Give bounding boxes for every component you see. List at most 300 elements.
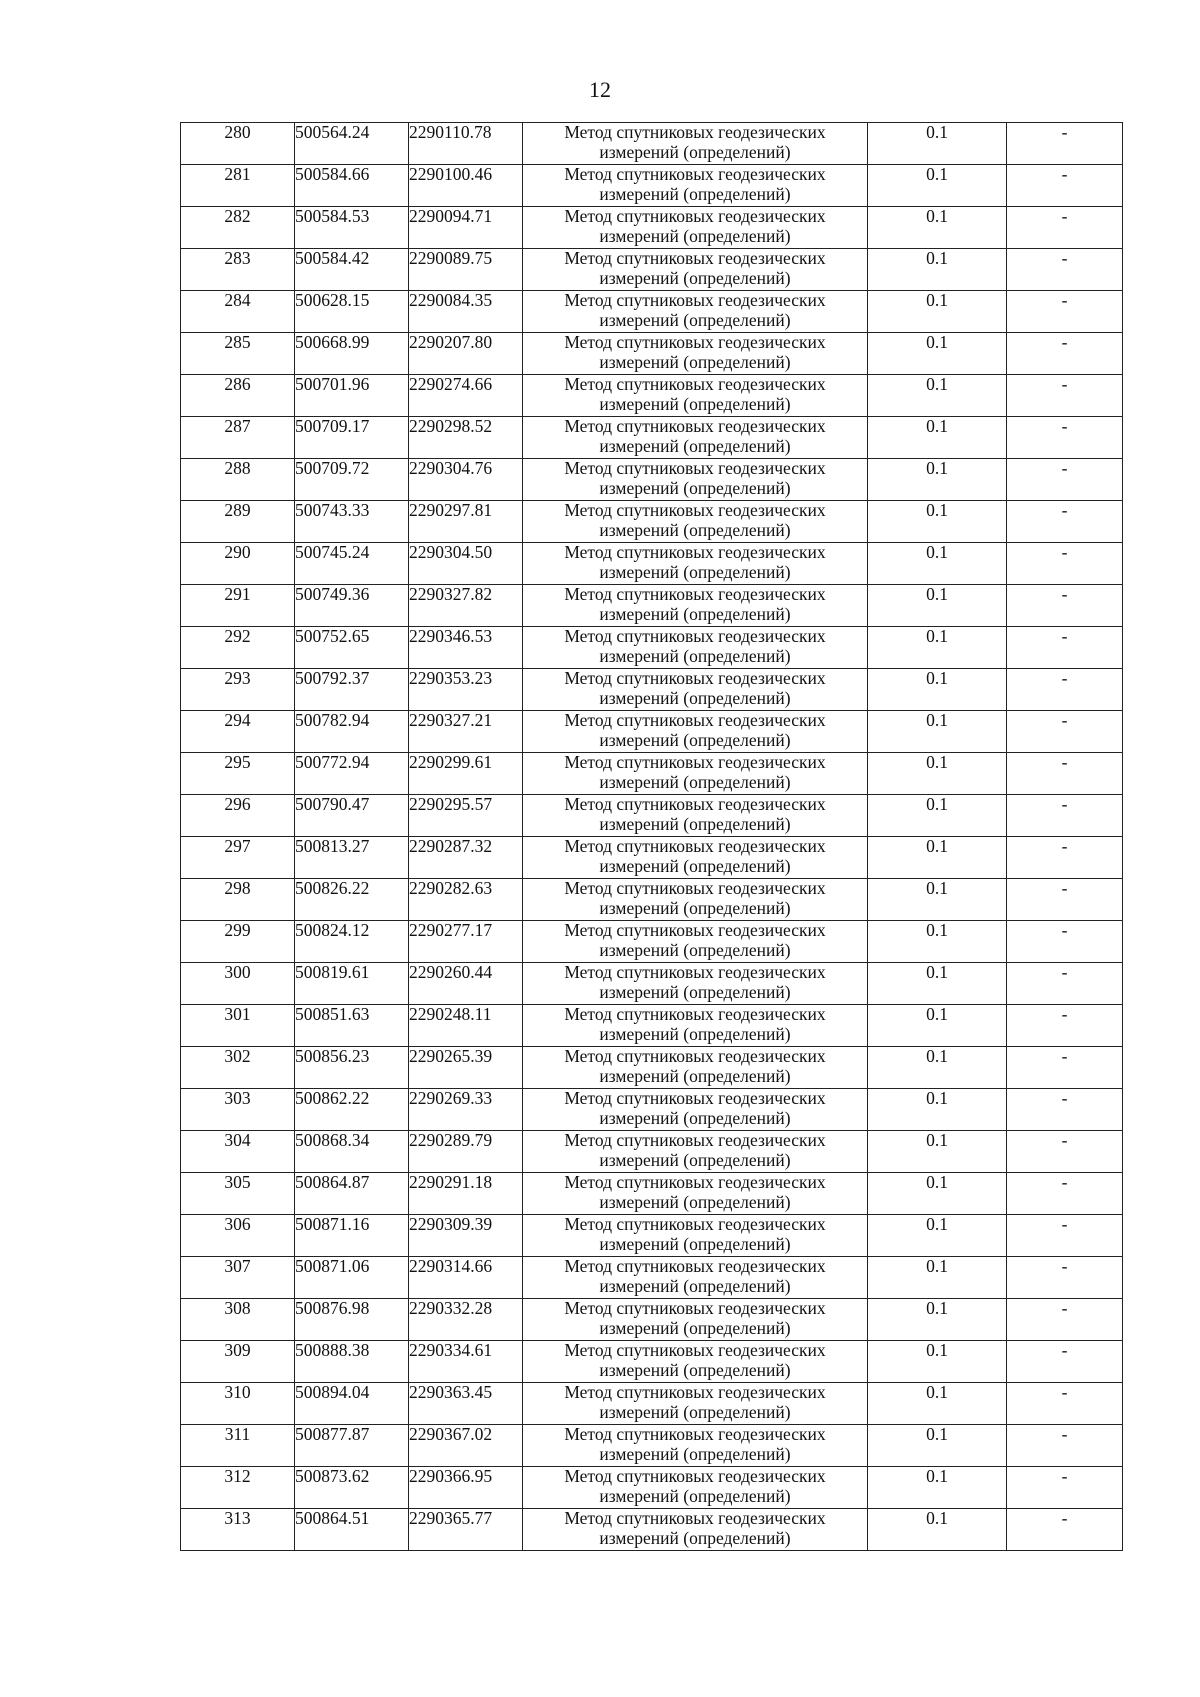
note-cell: - [1007,543,1123,585]
table-row [181,1257,1123,1299]
method-text-line: Метод спутниковых геодезических [564,626,826,646]
table-row [181,1467,1123,1509]
y-coordinate-cell: 2290282.63 [409,879,523,921]
method-text-line: измерений (определений) [599,645,791,666]
method-text-line: измерений (определений) [599,729,791,750]
method-text-line: измерений (определений) [599,393,791,414]
x-coordinate-cell: 500871.06 [295,1257,409,1299]
x-coordinate-cell: 500782.94 [295,711,409,753]
note-cell: - [1007,1005,1123,1047]
method-text-line: измерений (определений) [599,687,791,708]
method-text-line: измерений (определений) [599,813,791,834]
y-coordinate-cell: 2290274.66 [409,375,523,417]
method-cell [523,1173,868,1215]
method-text-line: Метод спутниковых геодезических [564,122,826,142]
method-text-line: измерений (определений) [599,1443,791,1464]
y-coordinate-cell: 2290304.76 [409,459,523,501]
note-cell: - [1007,627,1123,669]
table-row [181,375,1123,417]
method-text-line: измерений (определений) [599,981,791,1002]
note-cell: - [1007,165,1123,207]
accuracy-cell: 0.1 [868,207,1007,249]
accuracy-cell: 0.1 [868,1341,1007,1383]
x-coordinate-cell: 500888.38 [295,1341,409,1383]
point-number-cell: 301 [181,1005,295,1047]
method-text-line: Метод спутниковых геодезических [564,1172,826,1192]
note-cell: - [1007,1341,1123,1383]
y-coordinate-cell: 2290277.17 [409,921,523,963]
y-coordinate-cell: 2290327.21 [409,711,523,753]
point-number-cell: 307 [181,1257,295,1299]
y-coordinate-cell: 2290265.39 [409,1047,523,1089]
point-number-cell: 288 [181,459,295,501]
method-text-line: Метод спутниковых геодезических [564,458,826,478]
point-number-cell: 302 [181,1047,295,1089]
y-coordinate-cell: 2290287.32 [409,837,523,879]
method-text-line: измерений (определений) [599,1359,791,1380]
x-coordinate-cell: 500749.36 [295,585,409,627]
method-cell [523,417,868,459]
method-text-line: измерений (определений) [599,771,791,792]
method-text-line: измерений (определений) [599,225,791,246]
method-text-line: Метод спутниковых геодезических [564,920,826,940]
note-cell: - [1007,501,1123,543]
point-number-cell: 284 [181,291,295,333]
method-cell [523,123,868,165]
method-text-line: Метод спутниковых геодезических [564,290,826,310]
accuracy-cell: 0.1 [868,1425,1007,1467]
y-coordinate-cell: 2290269.33 [409,1089,523,1131]
point-number-cell: 296 [181,795,295,837]
accuracy-cell: 0.1 [868,1467,1007,1509]
accuracy-cell: 0.1 [868,795,1007,837]
x-coordinate-cell: 500856.23 [295,1047,409,1089]
point-number-cell: 294 [181,711,295,753]
x-coordinate-cell: 500868.34 [295,1131,409,1173]
x-coordinate-cell: 500668.99 [295,333,409,375]
method-cell [523,249,868,291]
note-cell: - [1007,1299,1123,1341]
x-coordinate-cell: 500584.66 [295,165,409,207]
note-cell: - [1007,1509,1123,1551]
method-text-line: Метод спутниковых геодезических [564,668,826,688]
table-row [181,1509,1123,1551]
accuracy-cell: 0.1 [868,1089,1007,1131]
accuracy-cell: 0.1 [868,1131,1007,1173]
y-coordinate-cell: 2290353.23 [409,669,523,711]
method-cell [523,1215,868,1257]
point-number-cell: 289 [181,501,295,543]
method-cell [523,1467,868,1509]
table-row [181,291,1123,333]
method-text-line: Метод спутниковых геодезических [564,836,826,856]
method-cell [523,1341,868,1383]
method-text-line: Метод спутниковых геодезических [564,752,826,772]
accuracy-cell: 0.1 [868,1173,1007,1215]
method-text-line: измерений (определений) [599,477,791,498]
note-cell: - [1007,207,1123,249]
method-cell [523,1257,868,1299]
point-number-cell: 313 [181,1509,295,1551]
method-text-line: Метод спутниковых геодезических [564,710,826,730]
note-cell: - [1007,459,1123,501]
method-text-line: Метод спутниковых геодезических [564,206,826,226]
method-text-line: Метод спутниковых геодезических [564,1214,826,1234]
point-number-cell: 311 [181,1425,295,1467]
method-cell [523,375,868,417]
method-text-line: Метод спутниковых геодезических [564,1508,826,1528]
method-cell [523,585,868,627]
table-row [181,1047,1123,1089]
point-number-cell: 280 [181,123,295,165]
x-coordinate-cell: 500790.47 [295,795,409,837]
note-cell: - [1007,669,1123,711]
method-text-line: измерений (определений) [599,939,791,960]
method-cell [523,291,868,333]
point-number-cell: 300 [181,963,295,1005]
x-coordinate-cell: 500745.24 [295,543,409,585]
method-text-line: измерений (определений) [599,1107,791,1128]
x-coordinate-cell: 500709.72 [295,459,409,501]
note-cell: - [1007,417,1123,459]
accuracy-cell: 0.1 [868,1383,1007,1425]
note-cell: - [1007,291,1123,333]
x-coordinate-cell: 500864.51 [295,1509,409,1551]
method-cell [523,459,868,501]
method-text-line: Метод спутниковых геодезических [564,1130,826,1150]
table-row [181,1383,1123,1425]
x-coordinate-cell: 500628.15 [295,291,409,333]
y-coordinate-cell: 2290365.77 [409,1509,523,1551]
y-coordinate-cell: 2290089.75 [409,249,523,291]
method-text-line: Метод спутниковых геодезических [564,1466,826,1486]
point-number-cell: 308 [181,1299,295,1341]
note-cell: - [1007,921,1123,963]
note-cell: - [1007,1173,1123,1215]
table-row [181,921,1123,963]
note-cell: - [1007,1257,1123,1299]
table-row [181,795,1123,837]
y-coordinate-cell: 2290297.81 [409,501,523,543]
coordinates-table [180,122,1123,1551]
x-coordinate-cell: 500743.33 [295,501,409,543]
table-row [181,585,1123,627]
method-cell [523,1299,868,1341]
method-cell [523,921,868,963]
method-text-line: Метод спутниковых геодезических [564,1298,826,1318]
note-cell: - [1007,1215,1123,1257]
table-row [181,417,1123,459]
x-coordinate-cell: 500819.61 [295,963,409,1005]
x-coordinate-cell: 500792.37 [295,669,409,711]
table-row [181,837,1123,879]
accuracy-cell: 0.1 [868,1509,1007,1551]
table-row [181,1005,1123,1047]
method-cell [523,207,868,249]
method-text-line: измерений (определений) [599,435,791,456]
y-coordinate-cell: 2290207.80 [409,333,523,375]
method-text-line: Метод спутниковых геодезических [564,416,826,436]
method-text-line: Метод спутниковых геодезических [564,962,826,982]
y-coordinate-cell: 2290248.11 [409,1005,523,1047]
note-cell: - [1007,1383,1123,1425]
y-coordinate-cell: 2290299.61 [409,753,523,795]
method-text-line: Метод спутниковых геодезических [564,374,826,394]
method-text-line: Метод спутниковых геодезических [564,878,826,898]
point-number-cell: 305 [181,1173,295,1215]
point-number-cell: 291 [181,585,295,627]
x-coordinate-cell: 500851.63 [295,1005,409,1047]
page-number: 12 [589,77,611,102]
y-coordinate-cell: 2290367.02 [409,1425,523,1467]
method-cell [523,543,868,585]
note-cell: - [1007,879,1123,921]
method-cell [523,1005,868,1047]
y-coordinate-cell: 2290298.52 [409,417,523,459]
point-number-cell: 281 [181,165,295,207]
method-text-line: измерений (определений) [599,1023,791,1044]
method-text-line: Метод спутниковых геодезических [564,1340,826,1360]
method-text-line: измерений (определений) [599,1317,791,1338]
point-number-cell: 303 [181,1089,295,1131]
table-row [181,1425,1123,1467]
point-number-cell: 293 [181,669,295,711]
coordinates-table-body [181,123,1123,1551]
y-coordinate-cell: 2290304.50 [409,543,523,585]
accuracy-cell: 0.1 [868,585,1007,627]
method-text-line: Метод спутниковых геодезических [564,332,826,352]
method-text-line: измерений (определений) [599,1191,791,1212]
point-number-cell: 297 [181,837,295,879]
point-number-cell: 286 [181,375,295,417]
note-cell: - [1007,585,1123,627]
method-text-line: Метод спутниковых геодезических [564,500,826,520]
table-row [181,249,1123,291]
point-number-cell: 304 [181,1131,295,1173]
method-text-line: измерений (определений) [599,183,791,204]
point-number-cell: 306 [181,1215,295,1257]
y-coordinate-cell: 2290309.39 [409,1215,523,1257]
method-cell [523,837,868,879]
accuracy-cell: 0.1 [868,753,1007,795]
x-coordinate-cell: 500873.62 [295,1467,409,1509]
accuracy-cell: 0.1 [868,711,1007,753]
method-text-line: измерений (определений) [599,309,791,330]
table-row [181,753,1123,795]
method-cell [523,1047,868,1089]
table-row [181,627,1123,669]
x-coordinate-cell: 500876.98 [295,1299,409,1341]
point-number-cell: 310 [181,1383,295,1425]
point-number-cell: 295 [181,753,295,795]
accuracy-cell: 0.1 [868,879,1007,921]
method-cell [523,165,868,207]
accuracy-cell: 0.1 [868,249,1007,291]
table-row [181,963,1123,1005]
accuracy-cell: 0.1 [868,1215,1007,1257]
method-text-line: измерений (определений) [599,897,791,918]
method-text-line: измерений (определений) [599,351,791,372]
y-coordinate-cell: 2290295.57 [409,795,523,837]
accuracy-cell: 0.1 [868,123,1007,165]
point-number-cell: 298 [181,879,295,921]
point-number-cell: 292 [181,627,295,669]
method-text-line: измерений (определений) [599,561,791,582]
method-cell [523,627,868,669]
x-coordinate-cell: 500752.65 [295,627,409,669]
point-number-cell: 287 [181,417,295,459]
x-coordinate-cell: 500862.22 [295,1089,409,1131]
point-number-cell: 283 [181,249,295,291]
table-row [181,123,1123,165]
method-text-line: Метод спутниковых геодезических [564,1088,826,1108]
accuracy-cell: 0.1 [868,1005,1007,1047]
method-cell [523,1425,868,1467]
method-text-line: Метод спутниковых геодезических [564,1424,826,1444]
method-text-line: Метод спутниковых геодезических [564,794,826,814]
method-cell [523,1131,868,1173]
x-coordinate-cell: 500894.04 [295,1383,409,1425]
note-cell: - [1007,375,1123,417]
table-row [181,207,1123,249]
x-coordinate-cell: 500813.27 [295,837,409,879]
accuracy-cell: 0.1 [868,333,1007,375]
accuracy-cell: 0.1 [868,1257,1007,1299]
x-coordinate-cell: 500701.96 [295,375,409,417]
y-coordinate-cell: 2290100.46 [409,165,523,207]
y-coordinate-cell: 2290094.71 [409,207,523,249]
note-cell: - [1007,963,1123,1005]
table-row [181,459,1123,501]
table-row [181,543,1123,585]
y-coordinate-cell: 2290110.78 [409,123,523,165]
x-coordinate-cell: 500864.87 [295,1173,409,1215]
x-coordinate-cell: 500584.42 [295,249,409,291]
y-coordinate-cell: 2290363.45 [409,1383,523,1425]
note-cell: - [1007,1131,1123,1173]
point-number-cell: 282 [181,207,295,249]
accuracy-cell: 0.1 [868,837,1007,879]
x-coordinate-cell: 500564.24 [295,123,409,165]
accuracy-cell: 0.1 [868,165,1007,207]
accuracy-cell: 0.1 [868,921,1007,963]
y-coordinate-cell: 2290291.18 [409,1173,523,1215]
method-text-line: измерений (определений) [599,1527,791,1548]
method-cell [523,795,868,837]
accuracy-cell: 0.1 [868,291,1007,333]
method-cell [523,501,868,543]
point-number-cell: 312 [181,1467,295,1509]
method-cell [523,333,868,375]
x-coordinate-cell: 500824.12 [295,921,409,963]
method-text-line: измерений (определений) [599,1065,791,1086]
point-number-cell: 299 [181,921,295,963]
x-coordinate-cell: 500826.22 [295,879,409,921]
method-text-line: измерений (определений) [599,519,791,540]
y-coordinate-cell: 2290334.61 [409,1341,523,1383]
method-cell [523,711,868,753]
accuracy-cell: 0.1 [868,459,1007,501]
method-cell [523,669,868,711]
method-cell [523,1383,868,1425]
accuracy-cell: 0.1 [868,1299,1007,1341]
note-cell: - [1007,1047,1123,1089]
note-cell: - [1007,1467,1123,1509]
point-number-cell: 290 [181,543,295,585]
method-text-line: измерений (определений) [599,603,791,624]
y-coordinate-cell: 2290332.28 [409,1299,523,1341]
y-coordinate-cell: 2290260.44 [409,963,523,1005]
note-cell: - [1007,249,1123,291]
x-coordinate-cell: 500772.94 [295,753,409,795]
method-text-line: Метод спутниковых геодезических [564,542,826,562]
method-text-line: Метод спутниковых геодезических [564,248,826,268]
x-coordinate-cell: 500871.16 [295,1215,409,1257]
method-text-line: Метод спутниковых геодезических [564,1004,826,1024]
y-coordinate-cell: 2290346.53 [409,627,523,669]
method-text-line: измерений (определений) [599,1149,791,1170]
note-cell: - [1007,711,1123,753]
method-text-line: измерений (определений) [599,267,791,288]
note-cell: - [1007,753,1123,795]
accuracy-cell: 0.1 [868,501,1007,543]
accuracy-cell: 0.1 [868,669,1007,711]
method-cell [523,963,868,1005]
method-cell [523,1089,868,1131]
table-row [181,333,1123,375]
note-cell: - [1007,795,1123,837]
note-cell: - [1007,333,1123,375]
accuracy-cell: 0.1 [868,375,1007,417]
method-text-line: Метод спутниковых геодезических [564,584,826,604]
method-text-line: Метод спутниковых геодезических [564,1256,826,1276]
table-row [181,1131,1123,1173]
method-text-line: Метод спутниковых геодезических [564,1382,826,1402]
table-row [181,165,1123,207]
table-row [181,1089,1123,1131]
y-coordinate-cell: 2290327.82 [409,585,523,627]
note-cell: - [1007,1425,1123,1467]
accuracy-cell: 0.1 [868,963,1007,1005]
method-cell [523,753,868,795]
method-cell [523,879,868,921]
accuracy-cell: 0.1 [868,417,1007,459]
x-coordinate-cell: 500877.87 [295,1425,409,1467]
y-coordinate-cell: 2290314.66 [409,1257,523,1299]
y-coordinate-cell: 2290289.79 [409,1131,523,1173]
x-coordinate-cell: 500584.53 [295,207,409,249]
x-coordinate-cell: 500709.17 [295,417,409,459]
method-cell [523,1509,868,1551]
y-coordinate-cell: 2290366.95 [409,1467,523,1509]
accuracy-cell: 0.1 [868,543,1007,585]
method-text-line: Метод спутниковых геодезических [564,1046,826,1066]
table-row [181,1173,1123,1215]
y-coordinate-cell: 2290084.35 [409,291,523,333]
point-number-cell: 309 [181,1341,295,1383]
point-number-cell: 285 [181,333,295,375]
table-row [181,1299,1123,1341]
note-cell: - [1007,837,1123,879]
table-row [181,669,1123,711]
method-text-line: измерений (определений) [599,141,791,162]
method-text-line: измерений (определений) [599,1275,791,1296]
method-text-line: измерений (определений) [599,1401,791,1422]
method-text-line: измерений (определений) [599,1233,791,1254]
table-row [181,1215,1123,1257]
note-cell: - [1007,123,1123,165]
accuracy-cell: 0.1 [868,627,1007,669]
